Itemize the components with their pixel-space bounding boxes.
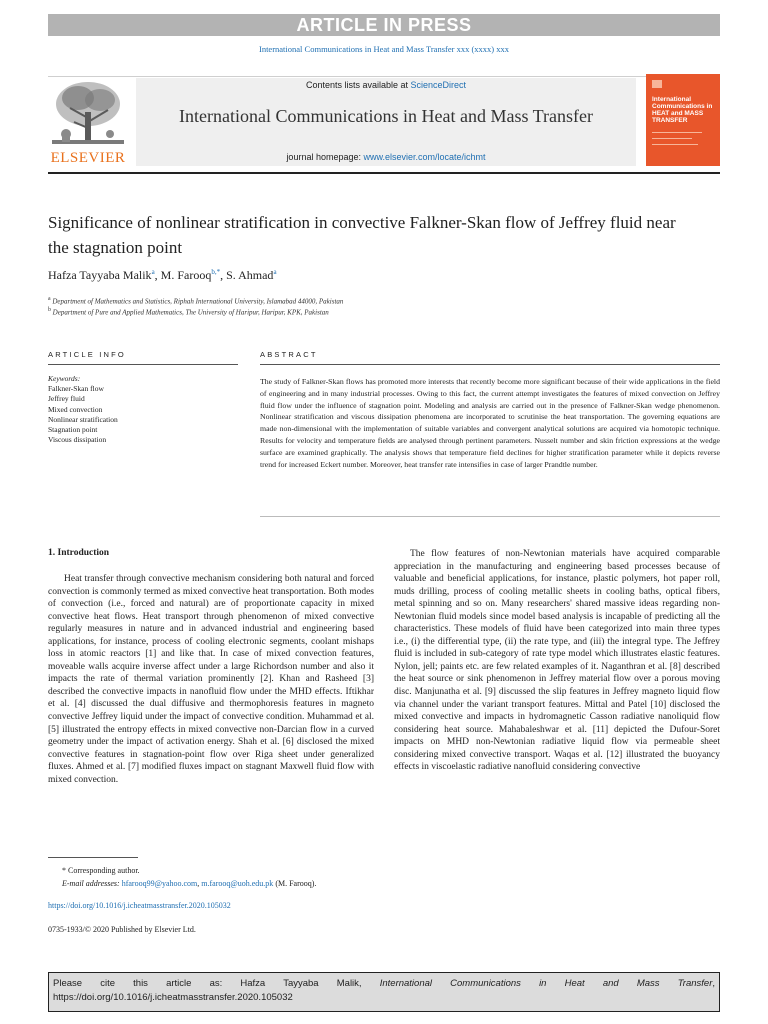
contents-available-line <box>136 80 636 90</box>
journal-reference-link[interactable]: International Communications in Heat and Mass Transfer xxx (xxxx) xxx <box>258 44 509 54</box>
email-separator: , <box>197 879 202 888</box>
author-affiliation-mark[interactable]: a <box>151 268 155 276</box>
introduction-paragraph: The flow features of non-Newtonian materials have acquired comparable appreciation in the manufacturing and engineering based processes because of valuable and beneficial applications, for instance, plastic polymers, hot paper roll, muds drilling, process of cooling metallic sheets in cooling baths, optical fibers, metal spinning and so on. Many researchers' shared massive ideas regarding non-Newtonian fluid models since model based analysis is incapable of predicting all the characteristics. These models of fluid have been categorized into main three types i.e., (i) the differential type, (ii) the rate type, and (iii) the integral type. The Jeffrey fluid is included in sub-category of rate type model which illustrates elastic features. Nylon, jell; paints etc. are few related examples of it. Naganthran et al. [8] described the heat source or sink phenomenon in Jeffrey material flow over a porous moving disc. Manjunatha et al. [9] discussed the slip features in Jeffrey magneto liquid flow via channel under the variant transport features. Mittal and Patel [10] disclosed the mixed convective and impacts in hydromagnetic Casson radiative nanoliquid flow considering heat source. Mahabaleshwar et al. [11] depicted the Dufour-Soret impacts on MHD non-Newtonian radiative liquid flow via permeable sheet considering mixed convective transport. Waqas et al. [12] illustrated the buoyancy effects in viscoelastic radiative nanofluid considering convective <box>394 549 720 773</box>
journal-homepage-link[interactable]: www.elsevier.com/locate/ichmt <box>363 152 486 162</box>
introduction-paragraph: Heat transfer through convective mechanism considering both natural and forced convection is commonly termed as mixed convective heat transportation. Both modes of convection (i.e., forced and natural) are of proportionate capacity in mixed convective heat flows. Heat transport through phenomenon of mixed convective regularly measures in nature and in advanced industrial and engineering based applications, for instance, process of cooling electronic segments, coolant mishaps loss in atomic reactors [1] and like that. In case of mixed convection features, moveable walls acquire inverse affect under a large Richordson number and also it impacts the rate of thermal variation prominently [2]. Khan and Rasheed [3] described the convective impacts in nanofluid flow under the MHD effects. Iftikhar et al. [4] discussed the dual diffusive and thermophoresis features in magneto convective Jeffrey liquid under the impact of convective condition. Muhammad et al. [5] illustrated the entropy effects in mixed convective non-Darcian flow in a curved geometry under the impact of activation energy. Shah et al. [6] disclosed the mixed convective features in stagnation-point flow over Riga sheet under generalized fluxes. Ahmed et al. [7] modified fluxes impact on stagnant Maxwell fluid flow with mixed convection. <box>48 574 374 785</box>
journal-title: International Communications in Heat and Mass Transfer <box>179 106 593 126</box>
article-in-press-banner: ARTICLE IN PRESS <box>48 14 720 36</box>
keyword-item: Stagnation point <box>48 425 98 435</box>
abstract-end-rule <box>260 516 720 517</box>
keywords-block <box>48 374 228 445</box>
email-link[interactable]: hfarooq99@yahoo.com <box>121 879 198 888</box>
abstract-text: The study of Falkner-Skan flows has promoted more interests that recently become more significant because of their wide applications in the field of engineering and in many industrial processes. Owing to this fact, the current attempt investigates the features of mixed convection on Jeffrey fluid flow under the influence of stagnation point. Modeling and analysis are carried out in the presence of Falkner-Skan wedge phenomenon. Nonlinear stratification and viscous dissipation phenomena are incorporated to scrutinise the heat transportation. The governing equations are made non-dimensional with the implementation of suitable variables and convergent analytical solutions are acquired via homotopic technique. Results for velocity and temperature fields are analysed through pertinent parameters. Nusselt number and skin friction expressions at the wedge surface are examined graphically. The analysis shows that temperature field declines for higher stratification parameter while it depicts reverse trend for increased Eckert number. Moreover, heat transfer rate intensifies in case of larger Prandtle number. <box>260 377 720 469</box>
cover-badge <box>652 80 662 88</box>
keyword-item: Falkner-Skan flow <box>48 384 104 394</box>
keywords-label: Keywords: <box>48 374 81 383</box>
affiliation-a <box>48 296 688 305</box>
elsevier-wordmark[interactable]: ELSEVIER <box>50 150 126 166</box>
citation-doi-link[interactable]: https://doi.org/10.1016/j.icheatmasstransfer.2020.105032 <box>53 992 293 1003</box>
author-separator: , <box>154 268 161 282</box>
keyword-item: Viscous dissipation <box>48 435 107 445</box>
body-column-left <box>48 548 374 786</box>
cover-title: International Communications in HEAT and MASS TRANSFER <box>652 96 713 124</box>
copyright-notice: 0735-1933/© 2020 Published by Elsevier Ltd. <box>48 925 196 934</box>
affiliation-text: Department of Mathematics and Statistics, Riphah International University, Islamabad 44000, Pakistan <box>52 297 344 306</box>
article-info-rule <box>48 364 238 365</box>
article-info-heading: ARTICLE INFO <box>48 350 126 359</box>
author-affiliation-mark[interactable]: a <box>273 268 277 276</box>
email-suffix: (M. Farooq). <box>273 879 317 888</box>
affiliation-mark: b <box>48 307 51 313</box>
cover-line <box>652 138 692 139</box>
abstract-heading: ABSTRACT <box>260 350 318 359</box>
author-name[interactable]: S. Ahmad <box>226 268 274 282</box>
author-list <box>48 268 688 283</box>
affiliation-b <box>48 307 688 316</box>
author-separator: , <box>220 268 227 282</box>
sciencedirect-link[interactable]: ScienceDirect <box>410 80 467 90</box>
contents-prefix: Contents lists available at <box>305 80 411 90</box>
citation-prefix: Please cite this article as: Hafza Tayyaba Malik, <box>53 978 380 989</box>
keyword-item: Mixed convection <box>48 404 103 414</box>
citation-line <box>53 977 715 991</box>
email-link[interactable]: m.farooq@uoh.edu.pk <box>201 879 274 888</box>
masthead-bottom-rule <box>48 172 720 174</box>
masthead-top-rule <box>48 76 720 77</box>
author-affiliation-mark[interactable]: b,* <box>211 268 221 276</box>
keyword-item: Nonlinear stratification <box>48 414 118 424</box>
article-title: Significance of nonlinear stratification in convective Falkner-Skan flow of Jeffrey fluid near the stagnation point <box>48 213 676 257</box>
cover-line <box>652 144 698 145</box>
corresponding-author-note: * Corresponding author. <box>62 866 140 875</box>
journal-homepage-line <box>136 152 636 162</box>
cover-line <box>652 132 702 133</box>
homepage-prefix: journal homepage: <box>286 152 364 162</box>
footnote-rule <box>48 857 138 858</box>
author-name[interactable]: M. Farooq <box>160 268 212 282</box>
citation-suffix: , <box>712 978 715 989</box>
footnotes <box>48 864 720 890</box>
citation-box <box>48 972 720 1012</box>
abstract-rule <box>260 364 720 365</box>
affiliation-text: Department of Pure and Applied Mathematics, The University of Haripur, Haripur, KPK, Pakistan <box>52 308 329 317</box>
affiliation-mark: a <box>48 296 51 302</box>
citation-journal: International Communications in Heat and Mass Transfer <box>379 978 713 989</box>
author-name[interactable]: Hafza Tayyaba Malik <box>48 268 152 282</box>
email-addresses <box>48 877 720 890</box>
keyword-item: Jeffrey fluid <box>48 394 85 404</box>
body-column-right <box>394 548 720 774</box>
doi-link[interactable]: https://doi.org/10.1016/j.icheatmasstransfer.2020.105032 <box>48 901 231 910</box>
introduction-heading: 1. Introduction <box>48 548 110 558</box>
email-label: E-mail addresses: <box>62 879 122 888</box>
journal-cover-thumbnail[interactable] <box>646 74 720 166</box>
